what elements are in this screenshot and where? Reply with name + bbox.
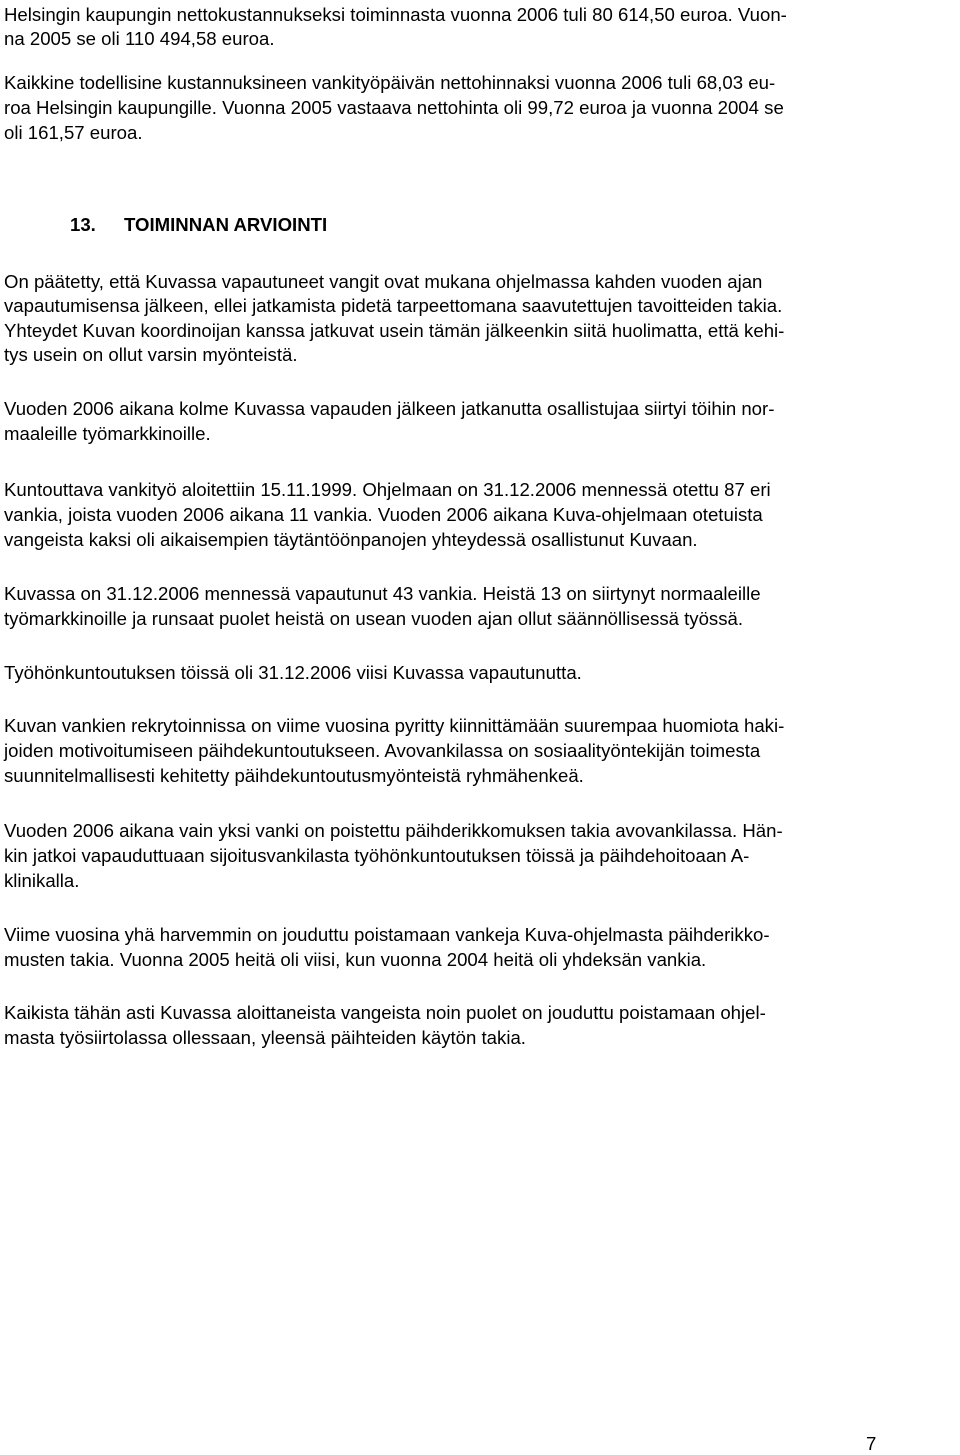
section-heading bbox=[70, 213, 327, 237]
text-line: Kuntouttava vankityö aloitettiin 15.11.1999. Ohjelmaan on 31.12.2006 mennessä otettu 87 eri bbox=[4, 479, 771, 500]
text-line: oli 161,57 euroa. bbox=[4, 122, 143, 143]
text-line: tys usein on ollut varsin myönteistä. bbox=[4, 344, 298, 365]
text-line: Kaikista tähän asti Kuvassa aloittaneista vangeista noin puolet on jouduttu poistamaan ohjel- bbox=[4, 1002, 766, 1023]
text-line: Kaikkine todellisine kustannuksineen vankityöpäivän nettohinnaksi vuonna 2006 tuli 68,03 eu- bbox=[4, 72, 776, 93]
text-line: joiden motivoitumiseen päihdekuntoutukseen. Avovankilassa on sosiaalityöntekijän toimesta bbox=[4, 740, 761, 761]
text-line: Viime vuosina yhä harvemmin on jouduttu poistamaan vankeja Kuva-ohjelmasta päihderikko- bbox=[4, 924, 770, 945]
page-number: 7 bbox=[866, 1433, 877, 1454]
text-line: kin jatkoi vapauduttuaan sijoitusvankilasta työhönkuntoutuksen töissä ja päihdehoitoaan A- bbox=[4, 845, 750, 866]
text-line: Työhönkuntoutuksen töissä oli 31.12.2006 viisi Kuvassa vapautunutta. bbox=[4, 662, 582, 683]
text-line: On päätetty, että Kuvassa vapautuneet vangit ovat mukana ohjelmassa kahden vuoden ajan bbox=[4, 271, 763, 292]
text-line: roa Helsingin kaupungille. Vuonna 2005 vastaava nettohinta oli 99,72 euroa ja vuonna 2004 se bbox=[4, 97, 784, 118]
text-line: Vuoden 2006 aikana vain yksi vanki on poistettu päihderikkomuksen takia avovankilassa. Hän- bbox=[4, 820, 783, 841]
text-line: Helsingin kaupungin nettokustannukseksi toiminnasta vuonna 2006 tuli 80 614,50 euroa. Vuon- bbox=[4, 4, 787, 25]
text-line: masta työsiirtolassa ollessaan, yleensä päihteiden käytön takia. bbox=[4, 1027, 526, 1048]
text-line: na 2005 se oli 110 494,58 euroa. bbox=[4, 28, 275, 49]
text-line: Kuvan vankien rekrytoinnissa on viime vuosina pyritty kiinnittämään suurempaa huomiota haki- bbox=[4, 715, 785, 736]
text-line: Kuvassa on 31.12.2006 mennessä vapautunut 43 vankia. Heistä 13 on siirtynyt normaaleille bbox=[4, 583, 761, 604]
text-line: musten takia. Vuonna 2005 heitä oli viisi, kun vuonna 2004 heitä oli yhdeksän vankia. bbox=[4, 949, 707, 970]
text-line: työmarkkinoille ja runsaat puolet heistä on usean vuoden ajan ollut säännöllisessä työssä. bbox=[4, 608, 744, 629]
text-line: suunnitelmallisesti kehitetty päihdekuntoutusmyönteistä ryhmähenkeä. bbox=[4, 765, 584, 786]
text-line: Vuoden 2006 aikana kolme Kuvassa vapauden jälkeen jatkanutta osallistujaa siirtyi töihin nor- bbox=[4, 398, 775, 419]
section-number: 13. bbox=[70, 214, 96, 235]
text-line: klinikalla. bbox=[4, 870, 80, 891]
text-line: Yhteydet Kuvan koordinoijan kanssa jatkuvat usein tämän jälkeenkin siitä huolimatta, että kehi- bbox=[4, 320, 785, 341]
text-line: vapautumisensa jälkeen, ellei jatkamista pidetä tarpeettomana saavutettujen tavoitteiden takia. bbox=[4, 295, 783, 316]
text-line: vangeista kaksi oli aikaisempien täytäntöönpanojen yhteydessä osallistunut Kuvaan. bbox=[4, 529, 698, 550]
section-title: TOIMINNAN ARVIOINTI bbox=[124, 214, 328, 235]
text-line: vankia, joista vuoden 2006 aikana 11 vankia. Vuoden 2006 aikana Kuva-ohjelmaan otetuista bbox=[4, 504, 763, 525]
text-line: maaleille työmarkkinoille. bbox=[4, 423, 211, 444]
